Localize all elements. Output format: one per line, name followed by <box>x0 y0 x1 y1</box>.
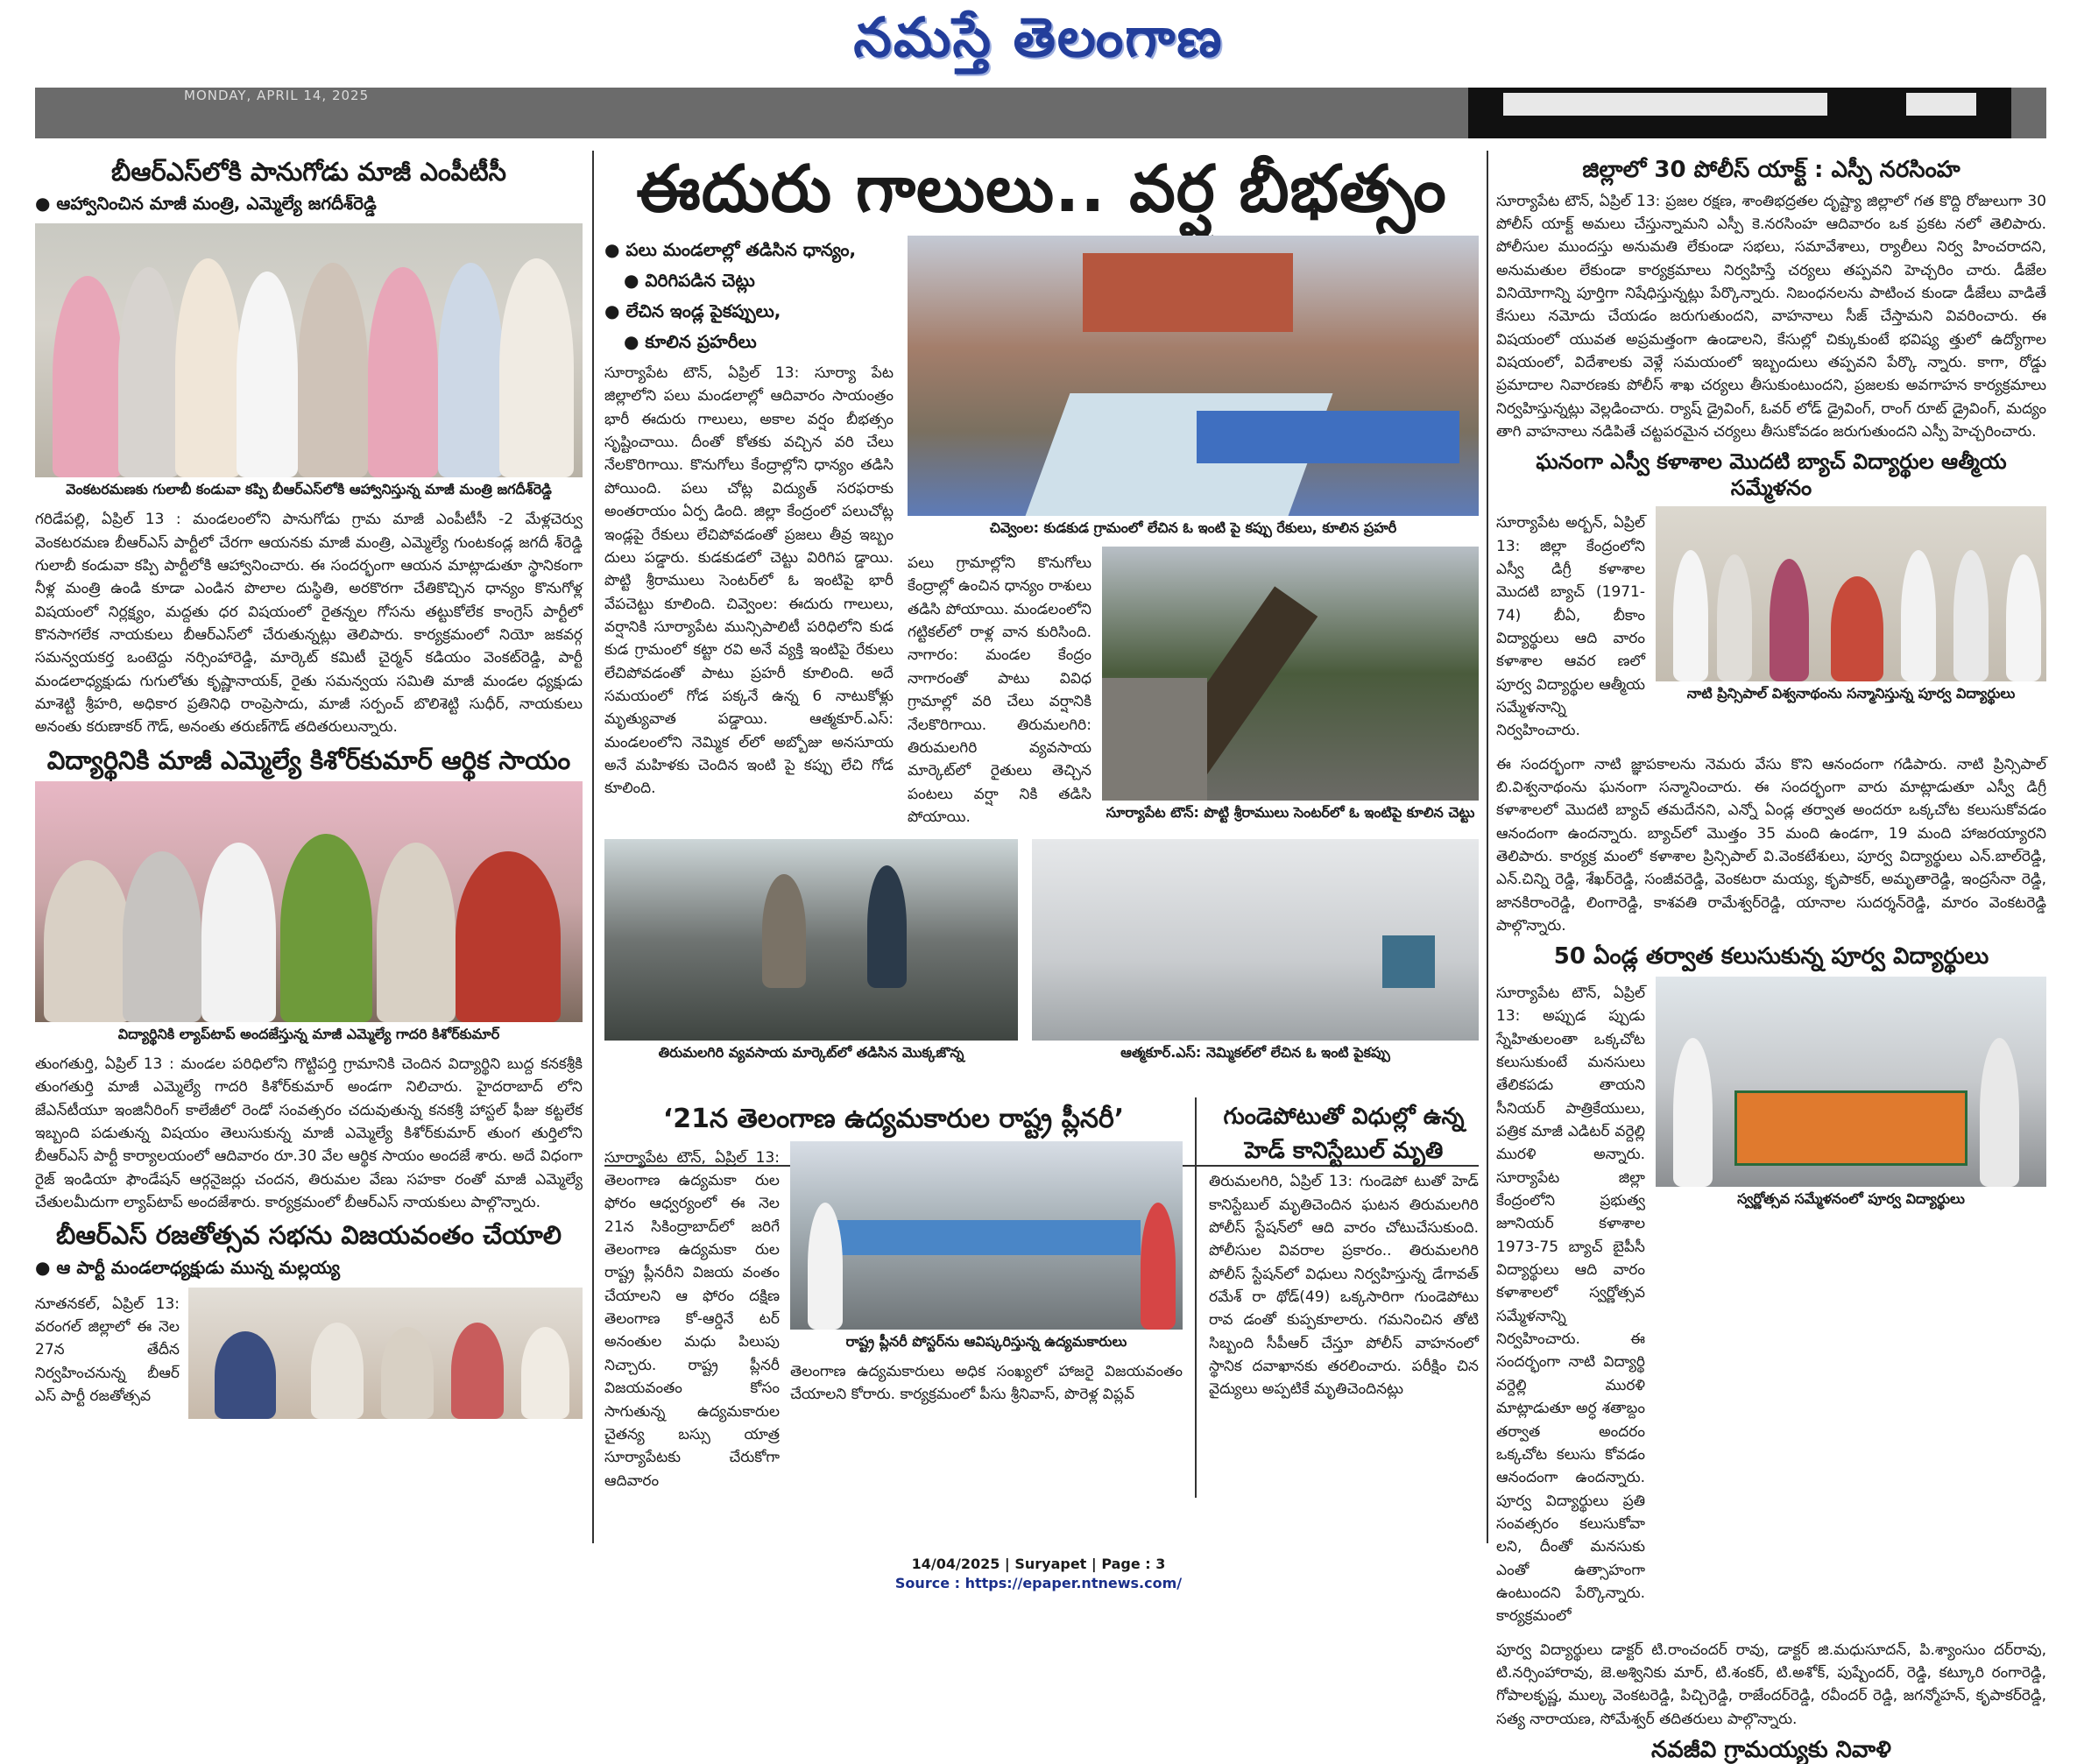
story-body: సూర్యాపేట టౌన్, ఏప్రిల్ 13: అప్పుడ ప్పుడు స్నేహితులంతా ఒక్కచోట కలుసుకుంటే మనసులు తేలికపడు తాయని సీనియర్ పాత్రికేయులు, పత్రిక మాజీ ఎడిటర్ వర్దెల్లి మురళి అన్నారు. సూర్యాపేట జిల్లా కేంద్రంలోని ప్రభుత్వ జూనియర్ కళాశాల 1973-75 బ్యాచ్ బైపీసీ విద్యార్థులు ఆది వారం కళాశాలలో స్వర్ణోత్సవ సమ్మేళనాన్ని నిర్వహించారు. ఈ సందర్భంగా నాటి విద్యార్థి వర్దెల్లి మురళి మాట్లాడుతూ అర్ధ శతాబ్దం తర్వాత అందరం ఒక్కచోట కలుసు కోవడం ఆనందంగా ఉందన్నారు. పూర్వ విద్యార్థులు ప్రతి సంవత్సరం కలుసుకోవా లని, దీంతో మనసుకు ఎంతో ఉత్సాహంగా ఉంటుందని పేర్కొన్నారు. కార్యక్రమంలో <box>1496 984 1645 1626</box>
story-headline: బీఆర్‌ఎస్ రజతోత్సవ సభను విజయవంతం చేయాలి <box>56 1220 562 1251</box>
story-body: సూర్యాపేట టౌన్, ఏప్రిల్ 13: తెలంగాణ ఉద్యమకా రుల ఫోరం ఆధ్వర్యంలో ఈ నెల 21న సికింద్రాబాద్‌లో జరిగే తెలంగాణ ఉద్యమకా రుల రాష్ట్ర ప్లీనరీని విజయ వంతం చేయాలని ఆ ఫోరం దక్షిణ తెలంగాణ కో-ఆర్డినే టర్ అనంతుల మధు పిలుపు నిచ్చారు. రాష్ట్ర ప్లీనరీ విజయవంతం కోసం సాగుతున్న ఉద్యమకారుల చైతన్య బస్సు యాత్ర సూర్యాపేటకు చేరుకోగా ఆదివారం <box>604 1148 780 1490</box>
story-body: తెలంగాణ ఉద్యమకారులు అధిక సంఖ్యలో హాజరై విజయవంతం చేయాలని కోరారు. కార్యక్రమంలో పీసు శ్రీనివాస్, పొరెళ్ల విప్లవ్ <box>790 1362 1183 1404</box>
story-headline: 50 ఏండ్ల తర్వాత కలుసుకున్న పూర్వ విద్యార్థులు <box>1553 943 1989 970</box>
lead-subhead-2b: ● కూలిన ప్రహరీలు <box>624 331 894 356</box>
story-body: గరిడేపల్లి, ఏప్రిల్ 13 : మండలంలోని పానుగోడు గ్రామ మాజీ ఎంపీటీసీ -2 మేళ్లచెర్వు వెంకటరమణ బీఆర్‌ఎస్ పార్టీలో చేరగా ఆయనకు మాజీ మంత్రి, ఎమ్మెల్యే గుంటకండ్ల జగదీ శ్‌రెడ్డి గులాబీ కండువా కప్పి పార్టీలోకి ఆహ్వానించారు. ఈ సందర్భంగా ఆయన మాట్లాడుతూ స్థానికంగా నీళ్ల మంత్రి ఉండి కూడా ఎండిన పొలాల దుస్థితి, అరకొరగా చేతికొచ్చిన ధాన్యం కొనుగోళ్ల విషయంలో నిర్లక్ష్యం, మద్దతు ధర విషయంలో రైతన్నల గోసను తట్టుకోలేక కాంగ్రెస్ పార్టీలో కొనసాగలేక నాయకులు బీఆర్‌ఎస్‌లో చేరుతున్నట్లు తెలిపారు. కార్యక్రమంలో నియో జకవర్గ సమన్వయకర్త ఒంటెద్దు నర్సింహారెడ్డి, మార్కెట్ కమిటీ చైర్మన్ కడియం వెంకట్‌రెడ్డి, పార్టీ మండలాధ్యక్షుడు గుగులోతు కృష్ణానాయక్, రైతు సమన్వయ సమితి మాజీ మండల ధ్యక్షుడు మాశెట్టి శ్రీహరి, అధికార ప్రతినిధి రాంప్రెసాదు, మాజీ సర్పంచ్ బొలిశెట్టి సుధీర్, నాయకులు అనంతు కరుణాకర్ గౌడ్, అనంతు తరుణ్‌గౌడ్ తదితరులున్నారు. <box>35 511 583 737</box>
column-right <box>1496 151 2046 1763</box>
masthead <box>0 0 2077 88</box>
story-constable <box>1197 1097 1479 1498</box>
photo-caption: సూర్యాపేట టౌన్: పొట్టి శ్రీరాములు సెంటర్‌లో ఓ ఇంటిపై కూలిన చెట్టు <box>1106 804 1475 822</box>
column-left <box>35 151 583 1543</box>
lead-body-2: పలు గ్రామాల్లోని కొనుగోలు కేంద్రాల్లో ఉంచిన ధాన్యం రాశులు తడిసి పోయాయి. మండలంలోని గట్టికల్‌లో రాళ్ల వాన కురిసింది. నాగారం: మండల కేంద్రం నాగారంతో పాటు వివిధ గ్రామాల్లో వరి చేలు వర్షానికి నేలకొరిగాయి. తిరుమలగిరి: తిరుమలగిరి వ్యవసాయ మార్కెట్‌లో రైతులు తెచ్చిన పంటలు వర్షా నికి తడిసి పోయాయి. <box>908 554 1091 826</box>
photo-caption: నాటి ప్రిన్సిపాల్ విశ్వనాథంను సన్మానిస్తున్న పూర్వ విద్యార్థులు <box>1686 685 2016 702</box>
photo-joining-ceremony <box>35 223 583 477</box>
story-headline: ఘనంగా ఎస్వీ కళాశాల మొదటి బ్యాచ్ విద్యార్థుల ఆత్మీయ సమ్మేళనం <box>1536 449 2007 501</box>
story-police-act <box>1496 156 2046 443</box>
story-body: తుంగతుర్తి, ఏప్రిల్ 13 : మండల పరిధిలోని గొట్టిపర్తి గ్రామానికి చెందిన విద్యార్థిని బుద్ద కనకశ్రీకి తుంగతుర్తి మాజీ ఎమ్మెల్యే గాదరి కిశోర్‌కుమార్ అండగా నిలిచారు. హైదరాబాద్ లోని జేఎన్‌టీయూ ఇంజినీరింగ్ కాలేజీలో రెండో సంవత్సరం చదువుతున్న కనకశ్రీ హాస్టల్ ఫీజు కట్టలేక ఇబ్బంది పడుతున్న విషయం తెలుసుకున్న మాజీ ఎమ్మెల్యే కిశోర్‌కుమార్ తుంగ తుర్తిలోని బీఆర్‌ఎస్ పార్టీ కార్యాలయంలో ఆదివారం రూ.30 వేల ఆర్థిక సాయం అందజే శారు. అదే విధంగా రైజ్ ఇండియా ఫౌండేషన్ ఆర్గనైజర్లు చందన, తిరుమల వేణు సహకా రంతో మాజీ ఎమ్మెల్యే చేతులమీదుగా ల్యాప్‌టాప్ అందజేశారు. కార్యక్రమంలో బీఆర్‌ఎస్ నాయకులు పాల్గొన్నారు. <box>35 1055 583 1211</box>
section-label-blur <box>1503 93 1827 116</box>
photo-plenary-poster <box>790 1141 1183 1330</box>
column-center <box>604 151 1479 1543</box>
photo-fallen-tree <box>1102 547 1479 801</box>
story-body: నూతనకల్, ఏప్రిల్ 13: వరంగల్ జిల్లాలో ఈ నెల 27న తేదీన నిర్వహించనున్న బీఆర్ ఎస్ పార్టీ రజతోత్సవ <box>35 1295 180 1405</box>
photo-caption: వెంకటరమణకు గులాబీ కండువా కప్పి బీఆర్‌ఎస్‌లోకి ఆహ్వానిస్తున్న మాజీ మంత్రి జగదీశ్‌రెడ్డి <box>66 481 552 498</box>
section-label-box <box>1468 88 2011 138</box>
photo-caption: చివ్వెంల: కుడకుడ గ్రామంలో లేచిన ఓ ఇంటి పై కప్పు రేకులు, కూలిన ప్రహరీ <box>989 519 1397 537</box>
story-headline: ‘21న తెలంగాణ ఉద్యమకారుల రాష్ట్ర ప్లీనరీ’ <box>662 1104 1125 1135</box>
photo-roof-sheets <box>908 236 1479 516</box>
story-headline: జిల్లాలో 30 పోలీస్ యాక్ట్ : ఎస్పీ నరసింహ <box>1582 157 1960 183</box>
story-body: సూర్యాపేట అర్బన్, ఏప్రిల్ 13: జిల్లా కేంద్రంలోని ఎస్వీ డిగ్రీ కళాశాల మొదటి బ్యాచ్ (1971-74) బీఏ, బీకాం విద్యార్థులు ఆది వారం కళాశాల ఆవర ణలో పూర్వ విద్యార్థుల ఆత్మీయ సమ్మేళనాన్ని నిర్వహించారు. <box>1496 514 1645 740</box>
story-headline: గుండెపోటుతో విధుల్లో ఉన్న <box>1223 1104 1465 1131</box>
page-header-band <box>35 88 2046 138</box>
story-laptop-aid <box>35 744 583 1215</box>
photo-caption: రాష్ట్ర ప్లీనరీ పోస్టర్‌ను ఆవిష్కరిస్తున్న ఉద్యమకారులు <box>845 1332 1127 1350</box>
story-headline: విద్యార్థినికి మాజీ ఎమ్మెల్యే కిశోర్‌కుమార్ ఆర్థిక సాయం <box>46 744 571 775</box>
story-headline-tribute: నవజీవి గ్రామయ్యకు నివాళి <box>1651 1736 1891 1763</box>
story-silver-jubilee <box>35 1219 583 1418</box>
photo-caption: స్వర్ణోత్సవ సమ్మేళనంలో పూర్వ విద్యార్థులు <box>1737 1189 1965 1207</box>
story-body: తిరుమలగిరి, ఏప్రిల్ 13: గుండెపో టుతో హెడ్ కానిస్టేబుల్ మృతిచెందిన ఘటన తిరుమలగిరి పోలీస్ స్టేషన్‌లో ఆది వారం చోటుచేసుకుంది. పోలీసుల వివరాల ప్రకారం.. తిరుమలగిరి పోలీస్ స్టేషన్‌లో విధులు నిర్వహిస్తున్న డేగావత్ రమేశ్ రా థోడ్(49) ఒక్కసారిగా గుండెపోటు రావ డంతో కుప్పకూలారు. గమనించిన తోటి సిబ్బంది సీపీఆర్ చేస్తూ పోలీస్ వాహనంలో స్థానిక దవాఖానకు తరలించారు. పరీక్షిం చిన వైద్యులు అప్పటికే మృతిచెందినట్లు <box>1209 1173 1479 1399</box>
source-link[interactable]: Source : https://epaper.ntnews.com/ <box>894 1575 1183 1592</box>
lead-headline: ఈదురు గాలులు.. వర్ష బీభత్సం <box>636 152 1447 227</box>
lead-subhead-1: ● పలు మండలాల్లో తడిసిన ధాన్యం, <box>604 239 894 265</box>
photo-wet-maize <box>604 839 1018 1041</box>
story-body: సూర్యాపేట టౌన్, ఏప్రిల్ 13: ప్రజల రక్షణ, శాంతిభద్రతల దృష్ట్యా జిల్లాలో గత కొద్ది రోజులుగా 30 పోలీస్ యాక్ట్ అమలు చేస్తున్నామని ఎస్పీ కె.నరసింహ ఆదివారం ఒక ప్రకట నలో తెలిపారు. పోలీసుల ముందస్తు అనుమతి లేకుండా సభలు, సమావేశాలు, ర్యాలీలు నిర్వ హించరాదని, అనుమతుల లేకుండా కార్యక్రమాలు నిర్వహిస్తే చర్యలు తప్పవని హెచ్చరిం చారు. డీజేల వినియోగాన్ని పూర్తిగా నిషేధిస్తున్నట్లు పేర్కొన్నారు. నిబంధనలను పాటించ కుండా డీజేలు వాడితే కేసులు నమోదు చేయడం జరుగుతుందని, వాహనాలు సీజ్ చేస్తామని వివరించారు. ఈ విషయంలో యువత అప్రమత్తంగా ఉండాలని, కేసుల్లో చిక్కుకుంటే భవిష్య త్తులో ఉద్యోగాల విషయంలో, విదేశాలకు వెళ్లే సమయంలో ఇబ్బందులు తప్పవని పేర్కొ న్నారు. కాగా, రోడ్డు ప్రమాదాల నివారణకు పోలీస్ శాఖ చర్యలు తీసుకుంటుందని, ప్రజలకు అవగాహన కార్యక్రమాలు నిర్వహిస్తున్నట్లు వెల్లడించారు. ర్యాష్ డ్రైవింగ్, ఓవర్ లోడ్ డ్రైవింగ్, రాంగ్ రూట్ డ్రైవింగ్, మద్యం తాగి వాహనాలు నడిపితే చట్టపరమైన చర్యలు తీసుకోవడం జరుగుతుందని ఎస్పీ హెచ్చరించారు. <box>1496 192 2046 441</box>
edition-date: MONDAY, APRIL 14, 2025 <box>184 88 370 103</box>
story-mptc-joins <box>35 156 583 739</box>
column-rule-1 <box>592 151 594 1543</box>
column-rule-2 <box>1487 151 1488 1543</box>
lead-subhead-1b: ● విరిగిపడిన చెట్లు <box>624 270 894 295</box>
story-subhead: ● ఆహ్వానించిన మాజీ మంత్రి, ఎమ్మెల్యే జగదీశ్‌రెడ్డి <box>35 193 583 218</box>
lead-body-1: సూర్యాపేట టౌన్, ఏప్రిల్ 13: సూర్యా పేట జిల్లాలోని పలు మండలాల్లో ఆదివారం సాయంత్రం భారీ ఈదురు గాలులు, అకాల వర్షం బీభత్సం సృష్టించాయి. దీంతో కోతకు వచ్చిన వరి చేలు నేలకొరిగాయి. కొనుగోలు కేంద్రాల్లోని ధాన్యం తడిసి పోయింది. పలు చోట్ల విద్యుత్ సరఫరాకు అంతరాయం ఏర్ప డింది. జిల్లా కేంద్రంలో పలుచోట్ల ఇండ్లపై రేకులు లేచిపోవడంతో ప్రజలు తీవ్ర ఇబ్బం దులు పడ్డారు. కుడకుడలో చెట్టు విరిగిప డ్డాయి. పొట్టి శ్రీరాములు సెంటర్‌లో ఓ ఇంటిపై భారీ వేపచెట్టు కూలింది. చివ్వెంల: ఈదురు గాలులు, వర్షానికి సూర్యాపేట మున్సిపాలిటీ పరిధిలోని కుడ కుడ గ్రామంలో కట్టా రవి అనే వ్యక్తి ఇంటిపై రేకులు లేచిపోవడంతో పాటు ప్రహరీ కూలింది. అదే సమయంలో గోడ పక్కనే ఉన్న 6 నాటుకోళ్లు మృత్యువాత పడ్డాయి. ఆత్మకూర్.ఎస్: మండలంలోని నెమ్మిక ల్‌లో అబ్బోజు అనసూయ అనే మహిళకు చెందిన ఇంటి పై కప్పు లేచి గోడ కూలింది. <box>604 364 894 798</box>
photo-caption: ఆత్మకూర్.ఎస్: నెమ్మికల్‌లో లేచిన ఓ ఇంటి పైకప్పు <box>1120 1044 1390 1062</box>
story-headline: బీఆర్‌ఎస్‌లోకి పానుగోడు మాజీ ఎంపీటీసీ <box>110 157 507 187</box>
photo-blown-roof <box>1032 839 1479 1041</box>
story-headline-2: హెడ్ కానిస్టేబుల్ మృతి <box>1244 1137 1444 1164</box>
page-footer <box>0 1555 2077 1594</box>
photo-party-meeting <box>188 1288 583 1419</box>
photo-caption: తిరుమలగిరి వ్యవసాయ మార్కెట్‌లో తడిసిన మొక్కజొన్న <box>658 1044 964 1062</box>
story-body: పూర్వ విద్యార్థులు డాక్టర్ టి.రాంచందర్ రావు, డాక్టర్ జి.మధుసూదన్, పి.శ్యాంసుం దర్‌రావు, టి.నర్సింహారావు, జె.అశ్వినికు మార్, టి.శంకర్, టి.అశోక్, పుష్పేందర్, రెడ్డి, కట్కూరి రంగారెడ్డి, గోపాలకృష్ణ, ముల్క వెంకటరెడ్డి, పిచ్చిరెడ్డి, రాజేందర్‌రెడ్డి, రవీందర్ రెడ్డి, జగన్మోహన్, కృపాకర్‌రెడ్డి, సత్య నారాయణ, సోమేశ్వర్ తదితరులు పాల్గొన్నారు. <box>1496 1641 2046 1728</box>
page-number-blur <box>1906 93 1976 116</box>
story-body: ఈ సందర్భంగా నాటి జ్ఞాపకాలను నెమరు వేసు కొని ఆనందంగా గడిపారు. నాటి ప్రిన్సిపాల్ బి.విశ్వనాథంను ఘనంగా సన్మానించారు. ఈ సందర్భంగా వారు మాట్లాడుతూ ఎస్వీ డిగ్రీ కళాశాలలో మొదటి బ్యాచ్ తమదేనని, ఎన్నో ఏండ్ల తర్వాత అందరూ ఒక్కచోట కలుసుకోవడం ఆనందంగా ఉందన్నారు. బ్యాచ్‌లో మొత్తం 35 మంది ఉండగా, 19 మంది హాజరయ్యారని తెలిపారు. కార్యక్ర మంలో కళాశాల ప్రిన్సిపాల్ వి.వెంకటేశులు, పూర్వ విద్యార్థులు ఎన్.బాల్‌రెడ్డి, ఎన్.చిన్ని రెడ్డి, శేఖర్‌రెడ్డి, సంజీవరెడ్డి, వెంకటరా మయ్య, కృపాకర్, అమృతారెడ్డి, ఇంద్రసేనా రెడ్డి, జానకిరాంరెడ్డి, లింగారెడ్డి, కాశవతి రామేశ్వర్‌రెడ్డి, యానాల సుదర్శన్‌రెడ్డి, మారం వెంకటరెడ్డి పాల్గొన్నారు. <box>1496 755 2046 935</box>
photo-golden-jubilee-group <box>1656 977 2046 1187</box>
story-golden-jubilee <box>1496 942 2046 1731</box>
photo-laptop-handover <box>35 781 583 1022</box>
newspaper-logo: నమస్తే తెలంగాణ <box>853 5 1224 69</box>
photo-caption: విద్యార్థినికి ల్యాప్‌టాప్ అందజేస్తున్న మాజీ ఎమ్మెల్యే గాదరి కిశోర్‌కుమార్ <box>117 1025 500 1042</box>
photo-alumni-felicitation <box>1656 506 2046 681</box>
story-sv-college <box>1496 448 2046 937</box>
story-plenary <box>604 1097 1197 1498</box>
edition-info: 14/04/2025 | Suryapet | Page : 3 <box>911 1556 1166 1572</box>
story-subhead: ● ఆ పార్టీ మండలాధ్యక్షుడు మున్న మల్లయ్య <box>35 1257 583 1282</box>
lead-subhead-2: ● లేచిన ఇండ్ల పైకప్పులు, <box>604 300 894 326</box>
